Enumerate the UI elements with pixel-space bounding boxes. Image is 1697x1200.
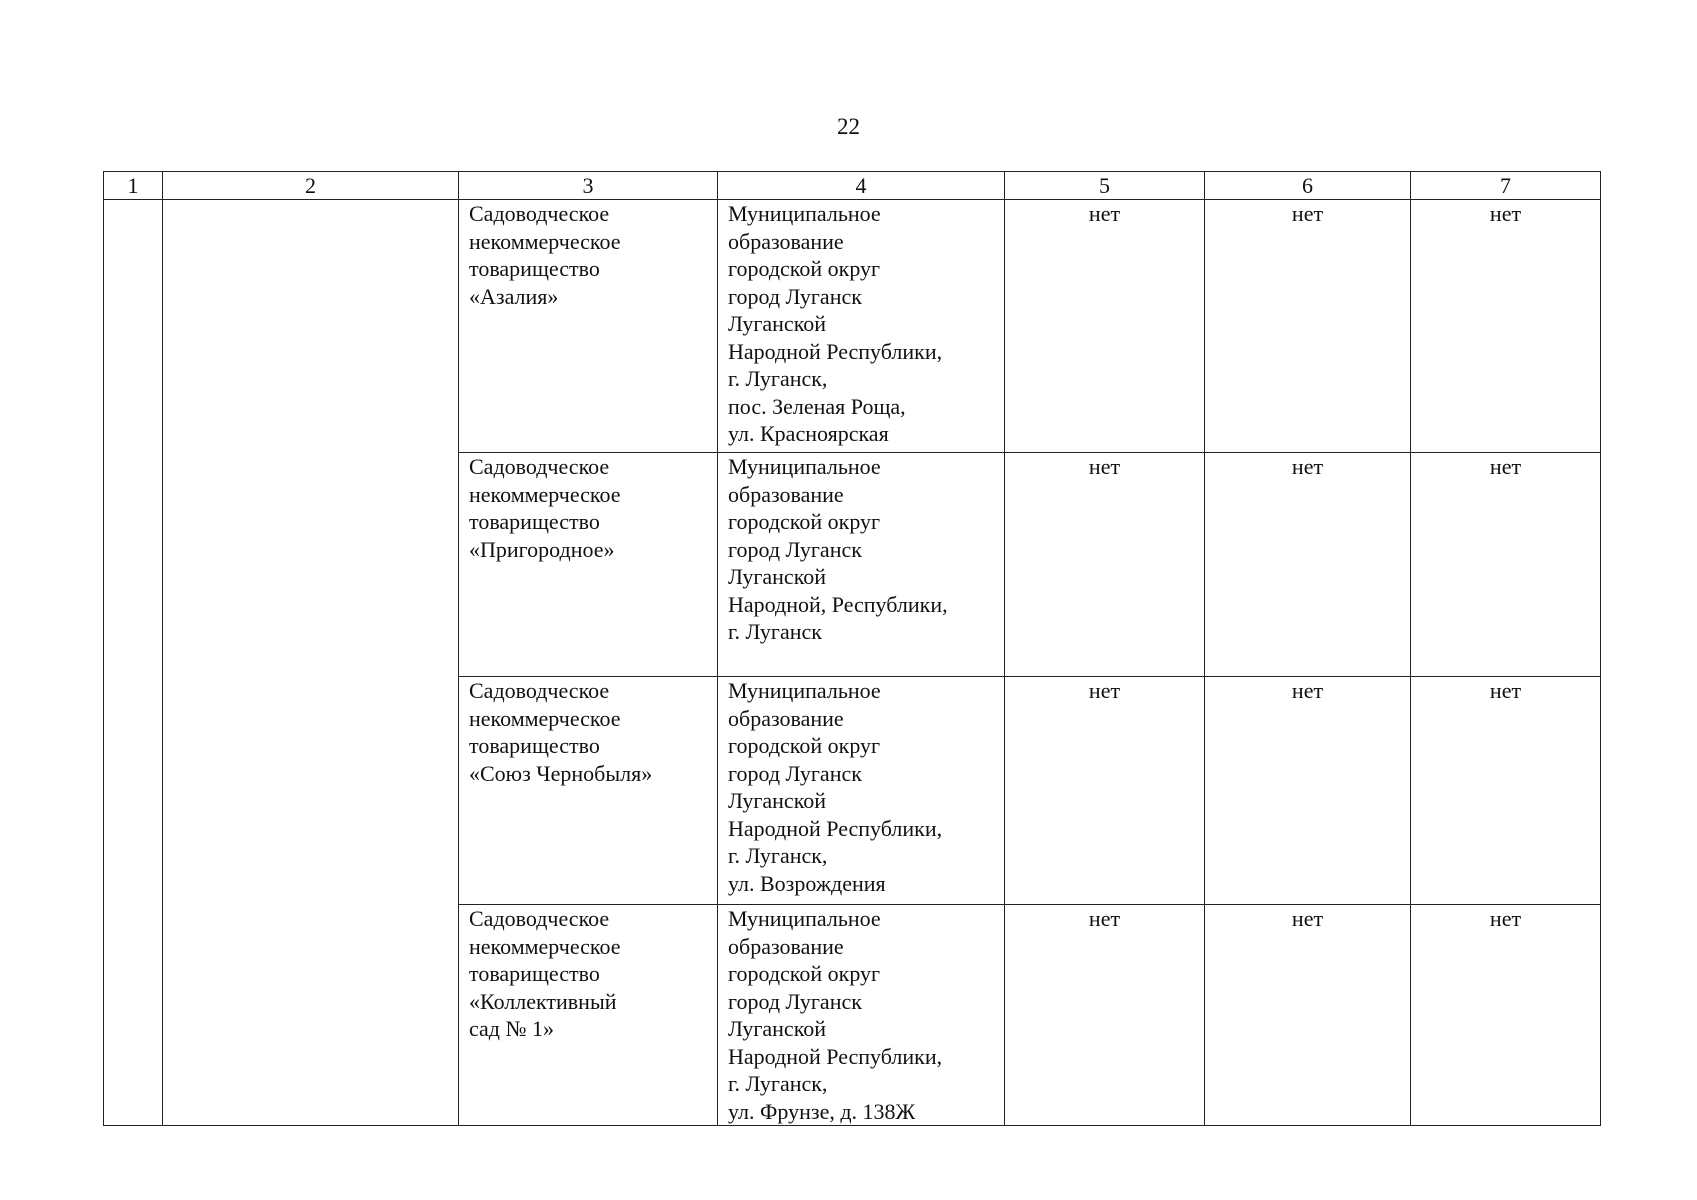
text-line: образование	[728, 228, 844, 254]
column-header-1: 1	[104, 172, 163, 200]
text-line: «Пригородное»	[469, 536, 615, 562]
data-table	[103, 171, 1601, 1126]
text-line: товарищество	[469, 961, 600, 986]
text-line: Народной Республики,	[728, 1043, 943, 1069]
col5-cell: нет	[1005, 200, 1205, 453]
text-line: город Луганск	[728, 283, 862, 309]
text-line: Луганской	[728, 311, 827, 336]
text-line: городской округ	[728, 256, 881, 281]
organization-name-cell	[459, 200, 718, 453]
text-line: «Союз Чернобыля»	[469, 760, 653, 786]
column-header-6: 6	[1205, 172, 1411, 200]
address-cell	[718, 200, 1005, 453]
table-header-row	[104, 172, 1601, 200]
text-line: городской округ	[728, 733, 881, 758]
column-header-4: 4	[718, 172, 1005, 200]
col6-cell: нет	[1205, 453, 1411, 677]
text-line: пос. Зеленая Роща,	[728, 393, 906, 419]
column-header-7: 7	[1411, 172, 1601, 200]
text-line: образование	[728, 481, 844, 507]
text-line: товарищество	[469, 256, 600, 281]
text-line: ул. Красноярская	[728, 421, 889, 446]
text-line: «Коллективный	[469, 988, 617, 1014]
text-line: Садоводческое	[469, 906, 610, 931]
text-line: Луганской	[728, 564, 827, 589]
col6-cell: нет	[1205, 677, 1411, 905]
column-header-2: 2	[163, 172, 459, 200]
text-line: Муниципальное	[728, 201, 881, 226]
col5-cell: нет	[1005, 905, 1205, 1126]
organization-name-cell	[459, 677, 718, 905]
text-line: Садоводческое	[469, 454, 610, 479]
text-line: Луганской	[728, 1016, 827, 1041]
text-line: город Луганск	[728, 988, 862, 1014]
text-line: Муниципальное	[728, 906, 881, 931]
page-number: 22	[837, 114, 860, 139]
address-cell	[718, 453, 1005, 677]
text-line: Народной, Республики,	[728, 591, 948, 617]
column-header-3: 3	[459, 172, 718, 200]
text-line: г. Луганск,	[728, 366, 828, 391]
col7-cell: нет	[1411, 453, 1601, 677]
col5-cell: нет	[1005, 677, 1205, 905]
col6-cell: нет	[1205, 200, 1411, 453]
col7-cell: нет	[1411, 677, 1601, 905]
text-line: сад № 1»	[469, 1016, 554, 1041]
text-line: городской округ	[728, 509, 881, 534]
col7-cell: нет	[1411, 200, 1601, 453]
col5-cell: нет	[1005, 453, 1205, 677]
text-line: некоммерческое	[469, 228, 621, 254]
text-line: Луганской	[728, 788, 827, 813]
col6-cell: нет	[1205, 905, 1411, 1126]
address-cell	[718, 677, 1005, 905]
text-line: некоммерческое	[469, 705, 621, 731]
cell-col2-merged	[163, 200, 459, 1126]
col7-cell: нет	[1411, 905, 1601, 1126]
text-line: Народной Республики,	[728, 815, 943, 841]
text-line: Садоводческое	[469, 201, 610, 226]
organization-name-cell	[459, 453, 718, 677]
text-line: «Азалия»	[469, 283, 559, 309]
cell-col1-merged	[104, 200, 163, 1126]
text-line: товарищество	[469, 733, 600, 758]
text-line: образование	[728, 933, 844, 959]
text-line: некоммерческое	[469, 481, 621, 507]
text-line: Народной Республики,	[728, 338, 943, 364]
text-line: Муниципальное	[728, 678, 881, 703]
text-line: городской округ	[728, 961, 881, 986]
text-line: образование	[728, 705, 844, 731]
table-row	[104, 200, 1601, 453]
text-line: товарищество	[469, 509, 600, 534]
text-line: г. Луганск	[728, 619, 822, 644]
text-line: город Луганск	[728, 536, 862, 562]
text-line: город Луганск	[728, 760, 862, 786]
organization-name-cell	[459, 905, 718, 1126]
text-line: некоммерческое	[469, 933, 621, 959]
text-line: Муниципальное	[728, 454, 881, 479]
text-line: г. Луганск,	[728, 1071, 828, 1096]
text-line: г. Луганск,	[728, 843, 828, 868]
text-line: Садоводческое	[469, 678, 610, 703]
text-line: ул. Фрунзе, д. 138Ж	[728, 1098, 916, 1124]
text-line: ул. Возрождения	[728, 870, 886, 896]
address-cell	[718, 905, 1005, 1126]
column-header-5: 5	[1005, 172, 1205, 200]
